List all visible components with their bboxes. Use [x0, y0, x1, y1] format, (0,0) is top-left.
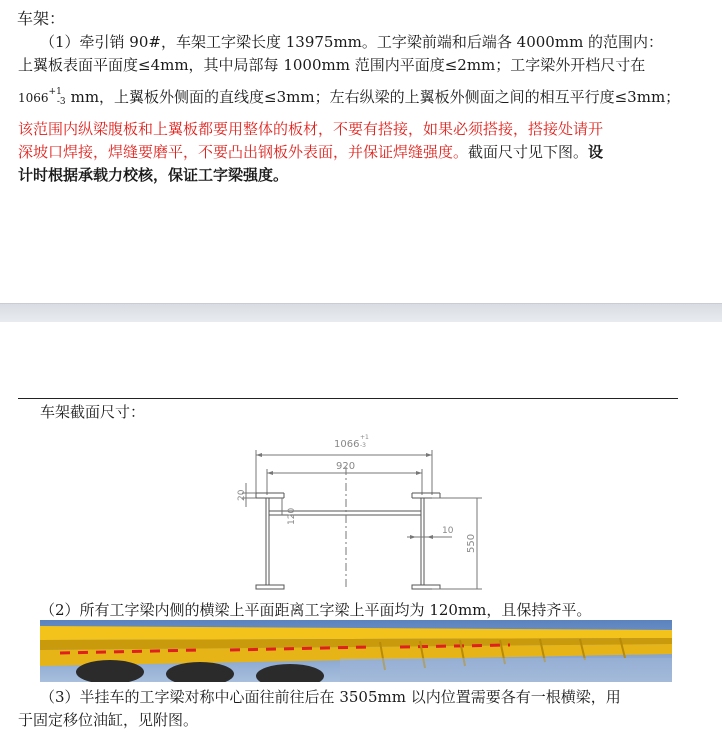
dim-120-label: 120 [287, 507, 297, 525]
cross-section-drawing [222, 425, 502, 593]
dim-1066-label: 1066 [334, 439, 360, 450]
bold-note-start: 设 [588, 143, 604, 161]
bold-note-line: 计时根据承载力校核，保证工字梁强度。 [18, 166, 289, 184]
section-label: 车架截面尺寸： [40, 403, 146, 421]
paragraph-2: （2）所有工字梁内侧的横梁上平面距离工字梁上平面均为 120mm，且保持齐平。 [40, 601, 592, 619]
header-rule [18, 398, 678, 399]
page-gap [0, 303, 722, 323]
red-note-line-2 [18, 141, 708, 163]
section-size-note: 截面尺寸见下图。 [468, 143, 589, 161]
dim-550-label: 550 [466, 533, 477, 553]
dim-10-label: 10 [442, 526, 454, 536]
dimension-minus-tolerance: -3 [56, 97, 66, 107]
paragraph-1-line-1: （1）牵引销 90#，车架工字梁长度 13975mm。工字梁前端和后端各 4000mm 的范围内： [40, 33, 664, 51]
dimension-plus-tolerance: +1 [48, 87, 62, 97]
dimension-main: 1066 [18, 91, 49, 105]
paragraph-1-line-3 [18, 86, 708, 111]
paragraph-1-line-2: 上翼板表面平面度≤4mm，其中局部每 1000mm 范围内平面度≤2mm；工字梁外开档尺寸在 [18, 56, 646, 74]
section-heading: 车架： [17, 9, 66, 28]
dim-1066-tol-minus: -3 [360, 442, 366, 449]
dim-920-label: 920 [336, 461, 356, 472]
trailer-frame-image [40, 620, 672, 682]
document-page-2 [0, 322, 722, 732]
document-page-1 [0, 0, 722, 303]
red-note-line-1: 该范围内纵梁腹板和上翼板都要用整体的板材，不要有搭接，如果必须搭接，搭接处请开 [18, 120, 604, 138]
paragraph-3-line-1: （3）半挂车的工字梁对称中心面往前往后在 3505mm 以内位置需要各有一根横梁，用 [40, 688, 621, 706]
paragraph-1-line-3-text: mm，上翼板外侧面的直线度≤3mm；左右纵梁的上翼板外侧面之间的相互平行度≤3mm； [70, 88, 681, 106]
paragraph-3-line-2: 于固定移位油缸，见附图。 [18, 711, 199, 729]
dim-1066-tol-plus: +1 [360, 434, 369, 441]
red-note-text: 深坡口焊接，焊缝要磨平，不要凸出钢板外表面，并保证焊缝强度。 [18, 143, 469, 161]
dim-20-label: 20 [237, 489, 247, 501]
